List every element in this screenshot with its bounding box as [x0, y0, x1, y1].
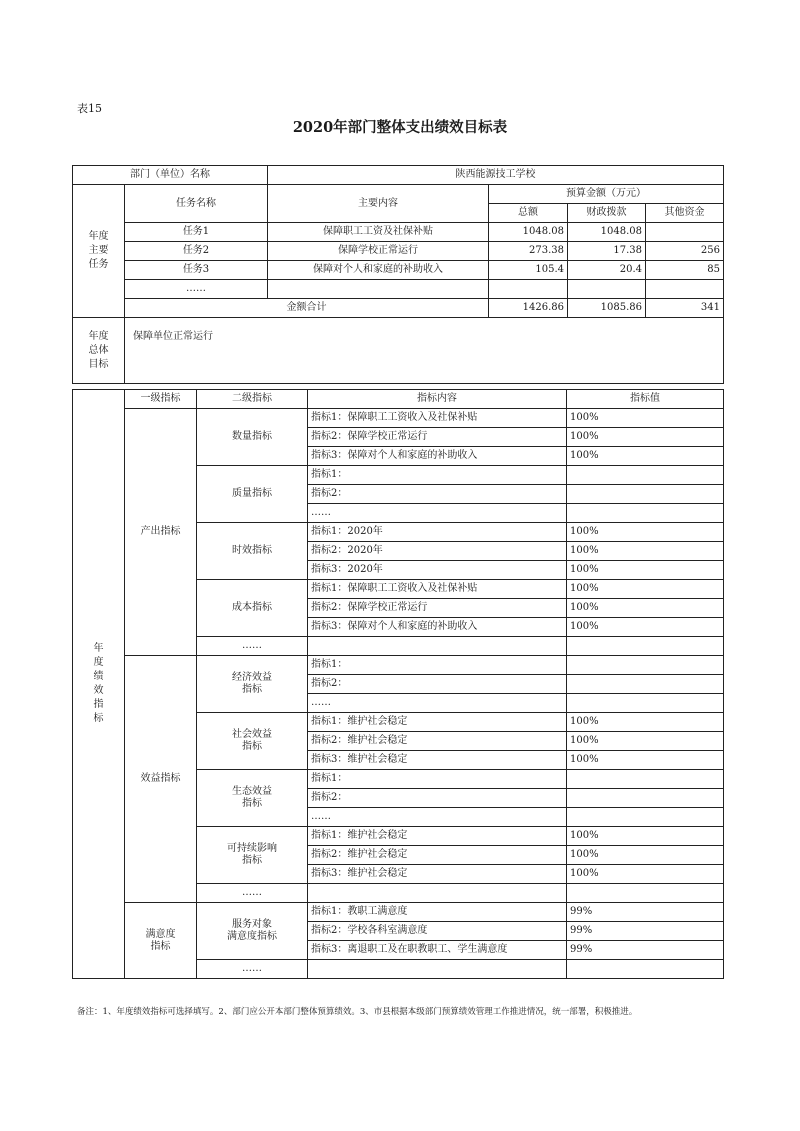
indicator-content	[308, 884, 567, 903]
level2-indicator-text: 可持续影响	[227, 843, 277, 854]
indicator-value: 100%	[567, 751, 724, 770]
indicator-content: 指标2：	[308, 789, 567, 808]
task-content	[268, 280, 489, 299]
indicator-row	[73, 903, 724, 922]
level2-indicator-text: 经济效益	[232, 672, 272, 683]
indicator-content: 指标2：维护社会稳定	[308, 846, 567, 865]
level2-indicator-text: 社会效益	[232, 729, 272, 740]
indicator-content: 指标1：	[308, 466, 567, 485]
unit-label: 部门（单位）名称	[73, 166, 268, 185]
level2-indicator	[197, 523, 308, 580]
indicator-value	[567, 485, 724, 504]
indicator-value: 100%	[567, 846, 724, 865]
footnote: 备注：1、年度绩效指标可选择填写。2、部门应公开本部门整体预算绩效。3、市县根据本级部门预算绩效管理工作推进情况，统一部署，积极推进。	[77, 1007, 638, 1017]
sum-fiscal: 1085.86	[568, 299, 646, 318]
indicator-value	[567, 656, 724, 675]
indicator-value	[567, 466, 724, 485]
indicator-content: ……	[308, 504, 567, 523]
indicator-value: 100%	[567, 542, 724, 561]
level2-indicator	[197, 466, 308, 523]
indicator-content: 指标1：教职工满意度	[308, 903, 567, 922]
level2-indicator	[197, 580, 308, 637]
task-content-header: 主要内容	[268, 185, 489, 223]
level1-indicator	[125, 656, 197, 903]
level2-indicator	[197, 960, 308, 979]
level2-header: 二级指标	[197, 390, 308, 409]
sum-other: 341	[646, 299, 724, 318]
indicator-value	[567, 789, 724, 808]
content-header: 指标内容	[308, 390, 567, 409]
indicator-value	[567, 770, 724, 789]
task-total: 1048.08	[489, 223, 568, 242]
level2-indicator-text: 服务对象	[232, 919, 272, 930]
task-row	[73, 223, 724, 242]
indicator-value: 99%	[567, 903, 724, 922]
level1-indicator	[125, 409, 197, 656]
indicator-value: 99%	[567, 922, 724, 941]
indicator-content: 指标1：保障职工工资收入及社保补贴	[308, 409, 567, 428]
indicator-row	[73, 656, 724, 675]
level2-indicator	[197, 656, 308, 713]
level1-indicator-text: 效益指标	[140, 773, 181, 784]
budget-task-table	[72, 165, 724, 384]
indicator-content: 指标1：保障职工工资收入及社保补贴	[308, 580, 567, 599]
performance-indicator-table	[72, 389, 724, 979]
indicator-content: 指标3：保障对个人和家庭的补助收入	[308, 447, 567, 466]
indicator-value	[567, 694, 724, 713]
indicator-content: 指标1：2020年	[308, 523, 567, 542]
task-fiscal: 17.38	[568, 242, 646, 261]
task-other: 85	[646, 261, 724, 280]
level2-indicator-text: 数量指标	[232, 431, 272, 442]
sum-total: 1426.86	[489, 299, 568, 318]
indicator-value	[567, 637, 724, 656]
task-other: 256	[646, 242, 724, 261]
level2-indicator	[197, 827, 308, 884]
annual-goal-text: 保障单位正常运行	[125, 318, 724, 384]
level2-indicator-text: 成本指标	[232, 602, 272, 613]
level2-indicator-text: 生态效益	[232, 786, 272, 797]
indicator-content: 指标2：2020年	[308, 542, 567, 561]
level2-indicator-text: 指标	[242, 855, 262, 866]
indicator-value: 100%	[567, 732, 724, 751]
task-row	[73, 280, 724, 299]
indicator-value	[567, 884, 724, 903]
indicator-value	[567, 808, 724, 827]
task-total: 105.4	[489, 261, 568, 280]
level2-indicator	[197, 884, 308, 903]
task-total	[489, 280, 568, 299]
indicator-row	[73, 409, 724, 428]
level2-indicator-text: ……	[242, 640, 262, 651]
indicator-value: 100%	[567, 865, 724, 884]
level1-indicator-text: 指标	[150, 940, 171, 952]
level2-indicator-text: 指标	[242, 798, 262, 809]
task-name: 任务2	[125, 242, 268, 261]
indicator-value	[567, 504, 724, 523]
level2-indicator-text: 质量指标	[232, 488, 272, 499]
indicator-content	[308, 637, 567, 656]
indicator-content: 指标2：	[308, 485, 567, 504]
level1-indicator	[125, 903, 197, 979]
total-header: 总额	[489, 204, 568, 223]
task-name-header: 任务名称	[125, 185, 268, 223]
indicator-value: 100%	[567, 447, 724, 466]
indicator-content: 指标2：保障学校正常运行	[308, 428, 567, 447]
indicator-content: 指标2：学校各科室满意度	[308, 922, 567, 941]
page-title: 2020年部门整体支出绩效目标表	[292, 119, 508, 136]
task-content: 保障学校正常运行	[268, 242, 489, 261]
indicator-value: 100%	[567, 561, 724, 580]
indicator-content	[308, 960, 567, 979]
performance-label: 年 度 绩 效 指 标	[73, 390, 125, 979]
task-name: 任务3	[125, 261, 268, 280]
indicator-content: 指标1：维护社会稳定	[308, 713, 567, 732]
indicator-value: 100%	[567, 618, 724, 637]
indicator-content: 指标2：维护社会稳定	[308, 732, 567, 751]
indicator-content: ……	[308, 694, 567, 713]
level2-indicator-text: 满意度指标	[227, 931, 277, 942]
indicator-value: 100%	[567, 713, 724, 732]
task-name: 任务1	[125, 223, 268, 242]
level2-indicator	[197, 770, 308, 827]
indicator-content: 指标1：	[308, 770, 567, 789]
indicator-value	[567, 960, 724, 979]
level2-indicator	[197, 409, 308, 466]
annual-tasks-label: 年度 主要 任务	[73, 185, 125, 318]
level2-indicator-text: ……	[242, 963, 262, 974]
task-other	[646, 280, 724, 299]
indicator-content: 指标2：保障学校正常运行	[308, 599, 567, 618]
value-header: 指标值	[567, 390, 724, 409]
indicator-content: 指标2：	[308, 675, 567, 694]
indicator-content: 指标3：2020年	[308, 561, 567, 580]
indicator-value: 100%	[567, 599, 724, 618]
indicator-value: 100%	[567, 580, 724, 599]
task-row	[73, 242, 724, 261]
task-total: 273.38	[489, 242, 568, 261]
sum-row	[73, 299, 724, 318]
annual-goal-label: 年度 总体 目标	[73, 318, 125, 384]
task-row	[73, 261, 724, 280]
task-other	[646, 223, 724, 242]
level2-indicator-text: 指标	[242, 684, 262, 695]
indicator-value: 99%	[567, 941, 724, 960]
indicator-value: 100%	[567, 523, 724, 542]
task-content: 保障对个人和家庭的补助收入	[268, 261, 489, 280]
level1-indicator-text: 产出指标	[140, 526, 181, 537]
indicator-value: 100%	[567, 409, 724, 428]
indicator-content: 指标3：离退职工及在职教职工、学生满意度	[308, 941, 567, 960]
indicator-content: 指标1：	[308, 656, 567, 675]
other-header: 其他资金	[646, 204, 724, 223]
sum-label: 金额合计	[125, 299, 489, 318]
indicator-value	[567, 675, 724, 694]
task-fiscal: 1048.08	[568, 223, 646, 242]
indicator-content: 指标3：维护社会稳定	[308, 865, 567, 884]
level1-indicator-text: 满意度	[145, 928, 176, 940]
level2-indicator	[197, 713, 308, 770]
table-number: 表15	[77, 102, 102, 115]
level2-indicator-text: 指标	[242, 741, 262, 752]
level2-indicator	[197, 903, 308, 960]
task-fiscal	[568, 280, 646, 299]
indicator-content: ……	[308, 808, 567, 827]
fiscal-header: 财政拨款	[568, 204, 646, 223]
task-fiscal: 20.4	[568, 261, 646, 280]
task-content: 保障职工工资及社保补贴	[268, 223, 489, 242]
indicator-content: 指标3：保障对个人和家庭的补助收入	[308, 618, 567, 637]
budget-header: 预算金额（万元）	[489, 185, 724, 204]
level1-header: 一级指标	[125, 390, 197, 409]
indicator-content: 指标3：维护社会稳定	[308, 751, 567, 770]
level2-indicator-text: ……	[242, 887, 262, 898]
level2-indicator	[197, 637, 308, 656]
indicator-value: 100%	[567, 428, 724, 447]
unit-name: 陕西能源技工学校	[268, 166, 724, 185]
task-name: ……	[125, 280, 268, 299]
level2-indicator-text: 时效指标	[232, 545, 272, 556]
indicator-value: 100%	[567, 827, 724, 846]
indicator-content: 指标1：维护社会稳定	[308, 827, 567, 846]
